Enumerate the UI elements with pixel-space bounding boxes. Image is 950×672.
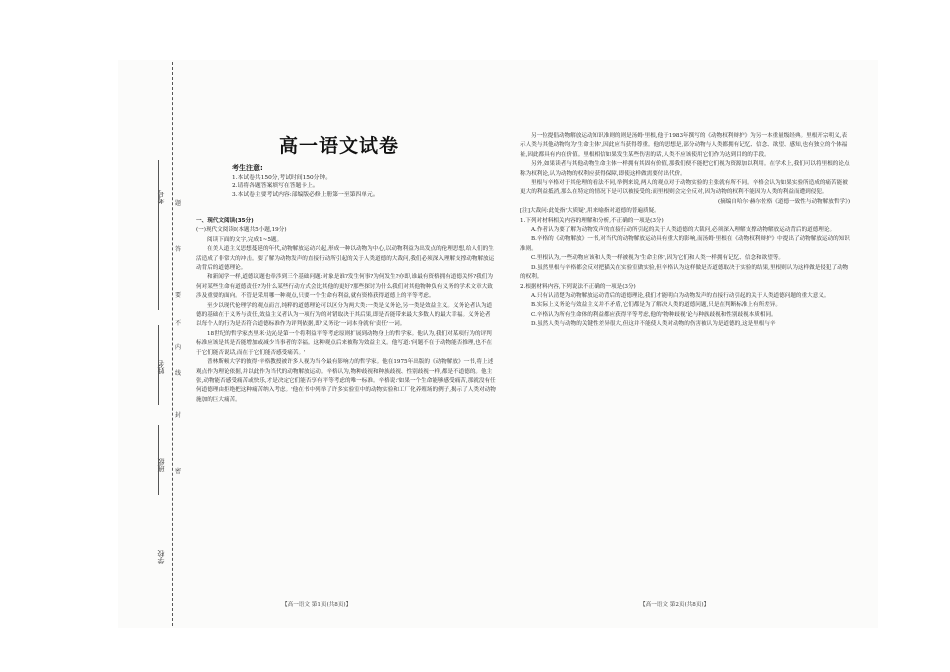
notes-heading: 考生注意: (232, 164, 263, 172)
option: A.作者认为要了解为动物发声的直接行动所引起的关于人类道德的大裁问,必须深入理解支撑动物解放运动背后的道德理论。 (531, 227, 836, 234)
left-column (196, 217, 496, 405)
seal-char: 密 (175, 468, 182, 475)
passage-paragraph: 18世纪的哲学家杰里米·边沁是第一个将利益平等考虑原则扩展到动物身上的哲学家。他认为,我们对某项行为的评判标准应该是其是否能增加或减少当事者的幸福。这种观点后来被称为效益主义。他写道:'问题不在于动物能否推理,也不在于它们能否说话,而在于它们能否感受痛苦。' (196, 330, 493, 356)
note-line: 1.本试卷共150分,考试时间150分钟。 (232, 174, 332, 181)
option: C.里根认为,一些动物应该和人类一样被视为'生命主体',因为它们和人类一样拥有记忆、信念和欲望等。 (531, 255, 785, 262)
seal-char: 要 (175, 292, 182, 299)
subsection-heading: (一)现代文阅读Ⅰ(本题共5小题,19分) (196, 227, 287, 234)
seal-char: 内 (175, 344, 182, 351)
page-footer: 【高一语文 第2页(共8页)】 (640, 602, 710, 608)
name-field-line (158, 325, 159, 405)
name-label: 姓名 (157, 360, 165, 374)
passage-paragraph: 另外,如果读者与其他动物生命主体一样拥有其固有价值,那我们便不能把它们视为资源加以利用。在学术上,我们可以将里根的论点称为权利论,认为动物的权利应获得保障,即使这样做需要付出代价。 (520, 161, 850, 177)
seal-char: 不 (175, 320, 182, 327)
page-footer: 【高一语文 第1页(共8页)】 (282, 602, 352, 608)
passage-paragraph: 普林斯顿大学的彼得·辛格教授被许多人视为当今最有影响力的哲学家。他在1975年出版的《动物解放》一书,将上述观点作为理论依据,并以此作为当代的动物解放运动。辛格认为,物种歧视和种族歧视、性别歧视一样,都是不道德的。他主张,动物能否感受痛苦或快乐,才是决定它们能否享有平等考虑的唯一标准。辛格说:'如果一个生命能够感受痛苦,那就没有任何道德理由拒绝把这种痛苦纳入考虑。'他在书中列举了许多实验室中的动物实验和工厂化养殖场的例子,揭示了人类对动物施加的巨大痛苦。 (196, 359, 496, 403)
option: B.辛格的《动物解放》一书,对当代的动物解放运动具有重大的影响,而汤姆·里根在《动物权利辩护》中提出了动物解放运动的知识准则。 (520, 236, 850, 252)
footnote: [注]大裁问:此处指'大质疑',用来喻指对道德的普遍质疑。 (520, 208, 660, 215)
note-line: 3.本试卷主要考试内容:部编版必修上册第一至第四单元。 (232, 191, 379, 198)
section-heading: 一、现代文阅读(35分) (196, 218, 254, 224)
note-line: 2.请将各题答案填写在答题卡上。 (232, 183, 319, 190)
passage-paragraph: 在美人道主义思想蔓延的年代,动物解放运动兴起,形成一种以动物为中心,以动物利益为出发点的伦理思想,给人们的生活造成了非常大的冲击。要了解为动物发声的直接行动所引起的关于人类道德的大裁问,我们必须深入理解支撑动物解放运动背后的道德理论。 (196, 246, 495, 272)
number-label: 考号 (157, 190, 165, 204)
seal-char: 封 (175, 412, 182, 419)
school-label: 学校 (157, 550, 165, 564)
passage-paragraph: 至少以现代伦理学的观点而言,纯粹的道德理论可以区分为两大类:一类是义务论,另一类是效益主义。义务论者认为道德的基础在于义务与责任,效益主义者认为一项行为的对错取决于其后果,即是否能带来最大多数人的最大幸福。义务论者以每个人的行为是否符合道德标准作为评判依据,即'义务论'一词本身就有'责任'一词。 (196, 302, 493, 328)
passage-paragraph: 另一位提倡动物解放运动知识准则的则是汤姆·里根,他于1983年撰写的《动物权利辩护》为另一本重量级经典。里根开宗明义,表示人类与其他动物均为'生命主体',因此应当获得尊重。他的思想是,部分动物与人类都拥有记忆、信念、欲望、感知,也有独立的个体福祉,因此都具有内在价值。里根相信如果发生某些伤害的话,人类不应该使用它们作为达到目的的手段。 (520, 133, 848, 158)
option: D.虽然里根与辛格都会反对把猫关在实验室做实验,但辛格认为这样做是否道德取决于实验的结果,里根则认为这样做是侵犯了动物的权利。 (520, 264, 849, 281)
seal-char: 线 (175, 370, 182, 377)
source-citation: (摘编自哈尔·赫尔佐格《道德一致性与动物解放哲学》) (718, 198, 850, 205)
class-label: 班级 (157, 458, 165, 472)
option: C.辛格认为所有生命体的利益都应获得平等考虑,他的'物种歧视'论与种族歧视和性别歧视本质相同。 (531, 311, 777, 318)
seal-char: 答 (175, 246, 182, 253)
class-field-line (158, 425, 159, 495)
passage-paragraph: 里根与辛格对于其伦理的看法不同,举例来说,两人的观点对于动物实验的主张就有所不同。辛格会认为如果实验所造成的痛苦能被更大的利益抵消,那么在特定的情况下是可以被接受的;而里根则会完全反对,因为动物的权利不能因为人类的利益而遭到侵犯。 (520, 180, 848, 196)
right-column (520, 132, 850, 330)
exam-title: 高一语文试卷 (278, 135, 399, 157)
option: D.虽然人类与动物的关键性差异很大,但这并不能使人类对动物的伤害被认为是道德的,这是里根与辛 (531, 321, 776, 328)
number-field-line (158, 160, 159, 310)
question-1: 1.下列对材料相关内容的理解和分析,不正确的一项是(3分) (520, 217, 664, 224)
seal-char: 题 (175, 200, 182, 207)
instruction: 阅读下面的文字,完成1~5题。 (207, 236, 283, 243)
passage-paragraph: 和新闻学一样,道德议题也牵涉到三个基础问题:对象是谁?发生何事?为何发生?亦即,谁最有资格拥有道德关怀?我们为何对某些生命有道德责任?为什么某些行动方式会比其他的更好?那些探讨为什么我们对其他物种负有义务的学术文章大致涉及重要的面向。不管是采用哪一种观点,只要一个生命有利益,就有资格获得道德上的平等考虑。 (196, 274, 493, 300)
question-2: 2.根据材料内容,下列说法不正确的一项是(3分) (520, 283, 636, 290)
seal-line (172, 62, 173, 626)
option: B.实际上义务论与效益主义并不矛盾,它们都是为了解决人类的道德问题,只是在判断标准上有所差异。 (531, 302, 781, 309)
option: A.只有认清楚为动物解放运动背后的道德理论,我们才能明白为动物发声的直接行动引起的关于人类道德问题的重大意义。 (531, 292, 830, 299)
exam-notes (232, 164, 379, 199)
